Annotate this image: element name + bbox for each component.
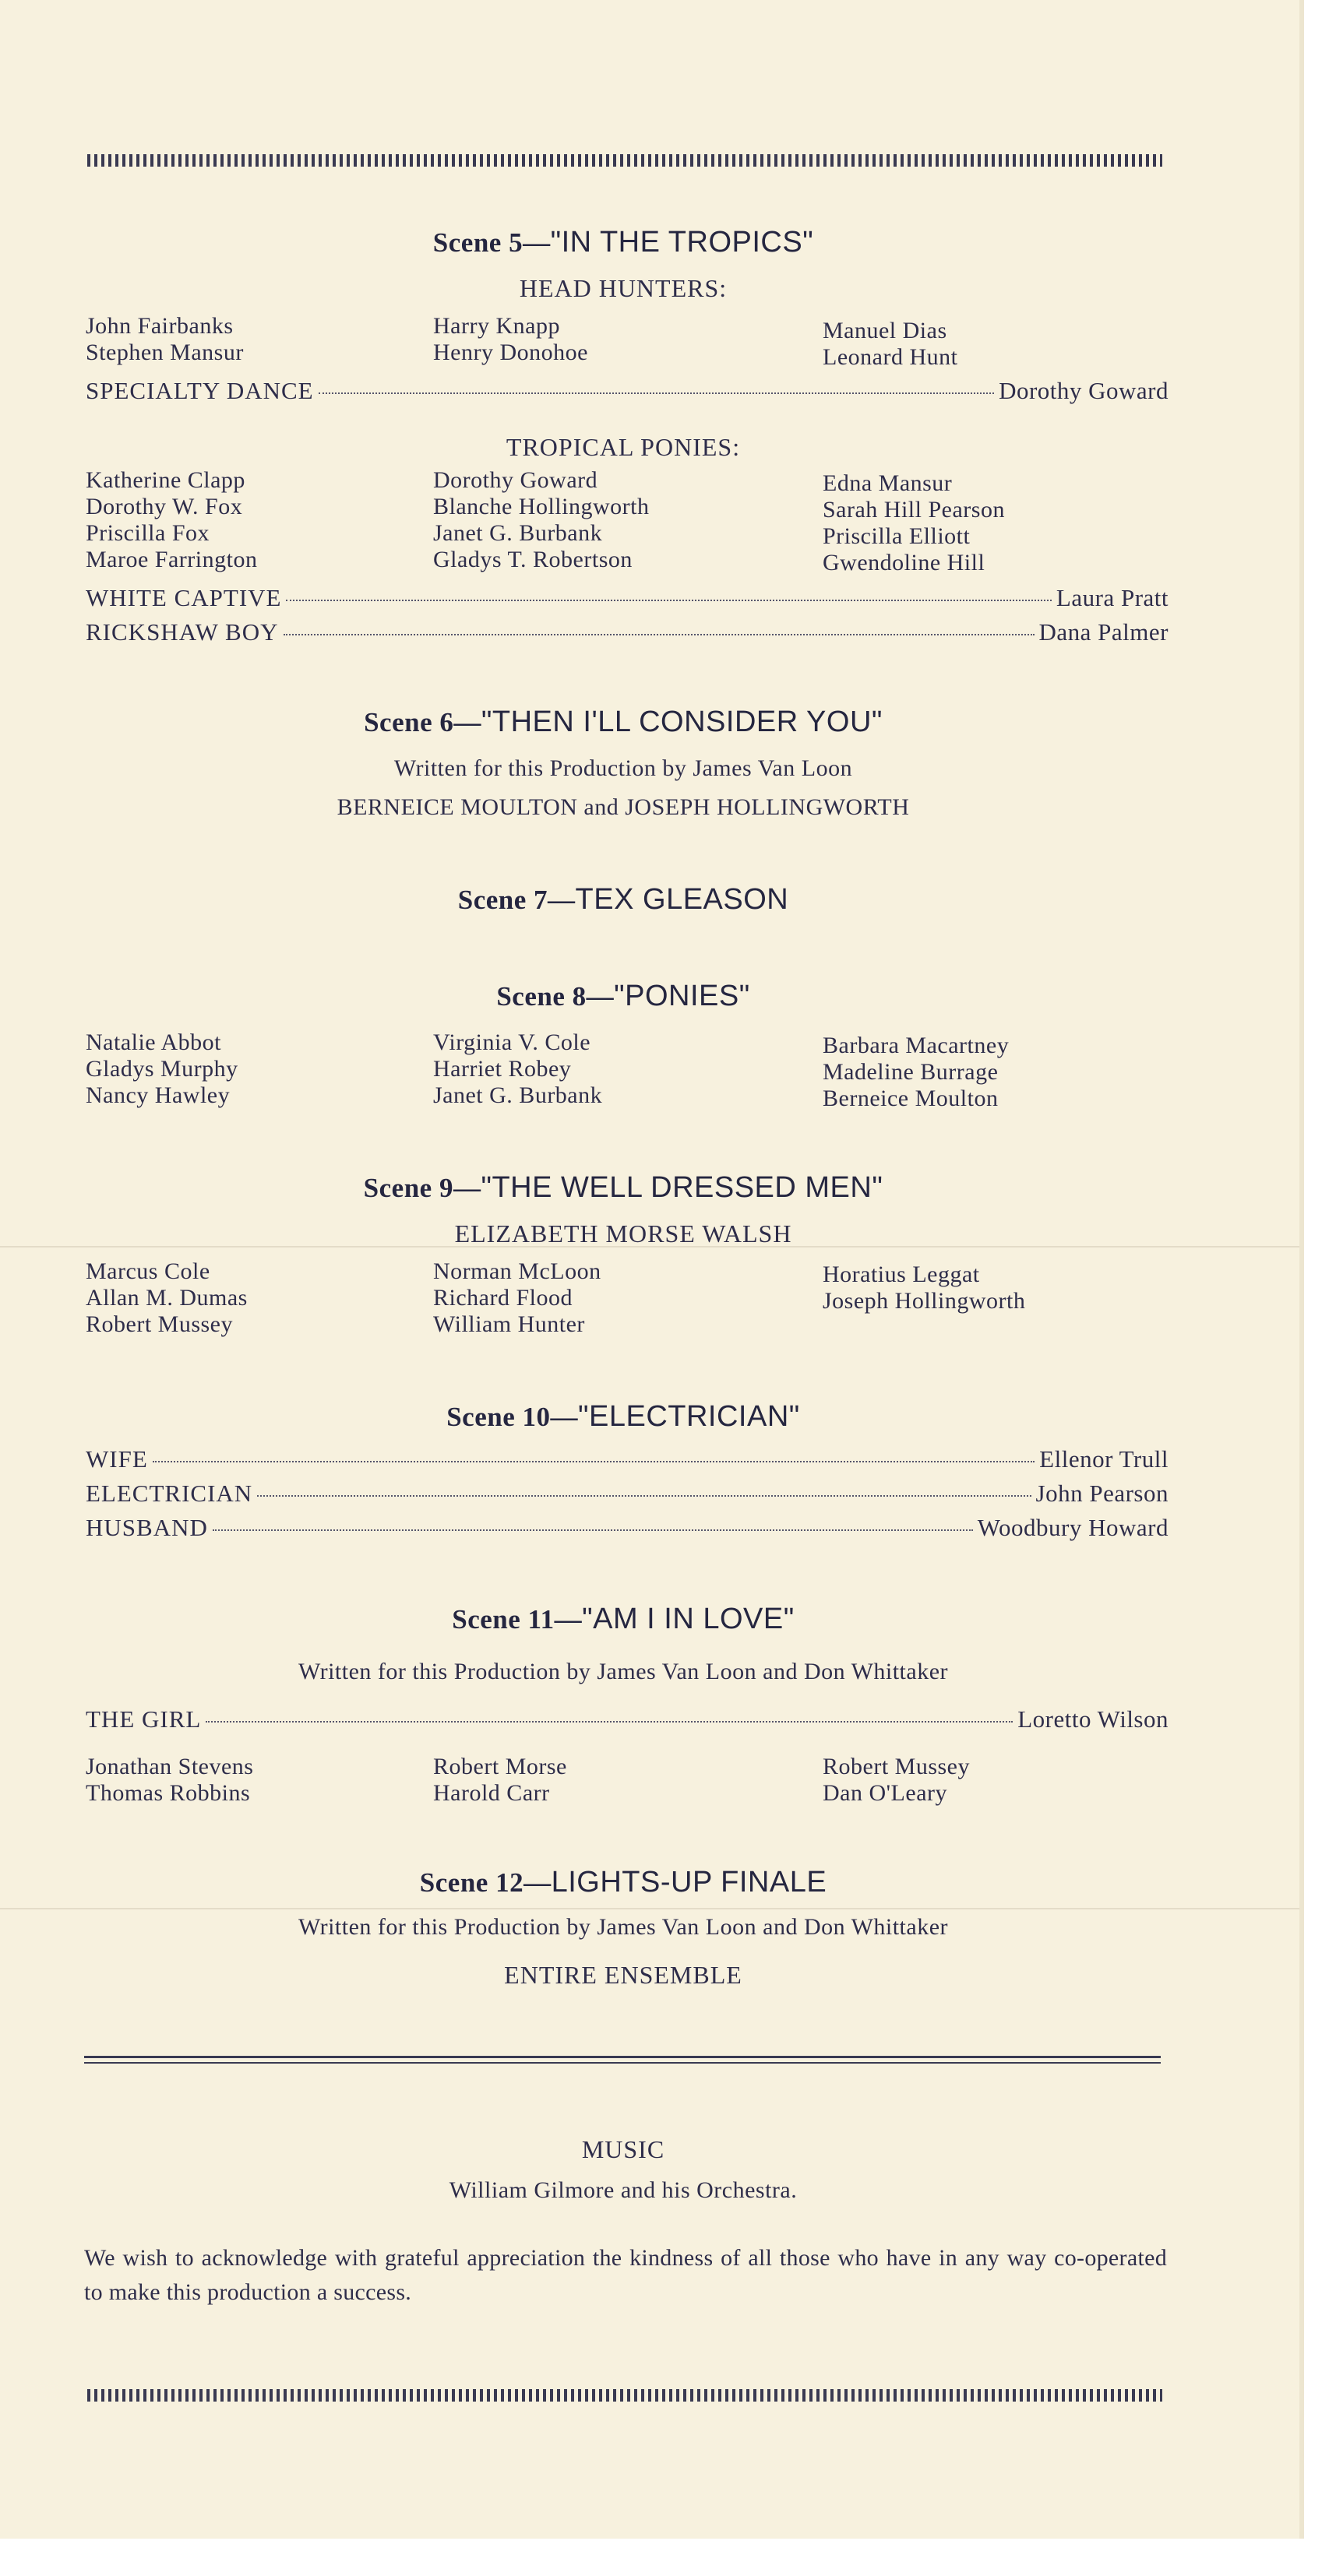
scene-8-col-1: Natalie Abbot Gladys Murphy Nancy Hawley [86,1029,238,1108]
scene-11-credit: Written for this Production by James Van Loon and Don Whittaker [298,1659,949,1684]
scene-9-col-1: Marcus Cole Allan M. Dumas Robert Mussey [86,1258,248,1337]
scene-8-col-3: Barbara Macartney Madeline Burrage Berneice Moulton [823,1033,1010,1111]
head-hunters-heading: HEAD HUNTERS: [519,274,728,302]
the-girl-line: THE GIRL Loretto Wilson [86,1705,1169,1733]
tropical-ponies-heading: TROPICAL PONIES: [506,433,741,461]
bottom-ornamental-border [87,2389,1162,2402]
head-hunters-col-1: John Fairbanks Stephen Mansur [86,313,244,365]
scene-9-col-3: Horatius Leggat Joseph Hollingworth [823,1262,1026,1314]
husband-line: HUSBAND Woodbury Howard [86,1514,1169,1541]
wife-line: WIFE Ellenor Trull [86,1445,1169,1473]
scene-6-performers: BERNEICE MOULTON and JOSEPH HOLLINGWORTH [337,794,910,820]
scene-7-title: Scene 7—TEX GLEASON [457,883,789,916]
scene-9-col-2: Norman McLoon Richard Flood William Hunter [433,1258,601,1337]
scene-11-col-3: Robert Mussey Dan O'Leary [823,1754,970,1806]
scene-10-title: Scene 10—"ELECTRICIAN" [446,1400,800,1433]
rickshaw-boy-line: RICKSHAW BOY Dana Palmer [86,618,1169,646]
music-credit: William Gilmore and his Orchestra. [449,2177,798,2203]
ponies-col-2: Dorothy Goward Blanche Hollingworth Janet G. Burbank Gladys T. Robertson [433,467,650,572]
scene-12-performers: ENTIRE ENSEMBLE [504,1961,742,1989]
scene-9-title: Scene 9—"THE WELL DRESSED MEN" [363,1171,883,1204]
electrician-line: ELECTRICIAN John Pearson [86,1480,1169,1507]
white-captive-line: WHITE CAPTIVE Laura Pratt [86,584,1169,611]
scene-6-credit: Written for this Production by James Van Loon [393,755,853,781]
scene-12-title: Scene 12—LIGHTS-UP FINALE [419,1866,827,1899]
scene-11-col-2: Robert Morse Harold Carr [433,1754,567,1806]
scene-6-title: Scene 6—"THEN I'LL CONSIDER YOU" [364,706,883,738]
music-heading: MUSIC [581,2135,665,2163]
scene-5-title: Scene 5—"IN THE TROPICS" [432,226,814,259]
scene-11-title: Scene 11—"AM I IN LOVE" [452,1603,795,1635]
specialty-dance-line: SPECIALTY DANCE Dorothy Goward [86,377,1169,404]
scene-9-lead: ELIZABETH MORSE WALSH [454,1219,792,1248]
acknowledgement-text: We wish to acknowledge with grateful appreciation the kindness of all those who have in any way co-operated to make this production a success. [84,2245,1167,2305]
head-hunters-col-3: Manuel Dias Leonard Hunt [823,318,958,370]
top-ornamental-border [87,154,1162,167]
ponies-col-3: Edna Mansur Sarah Hill Pearson Priscilla Elliott Gwendoline Hill [823,470,1005,575]
ponies-col-1: Katherine Clapp Dorothy W. Fox Priscilla Fox Maroe Farrington [86,467,258,572]
fold-crease [0,1908,1299,1909]
head-hunters-col-2: Harry Knapp Henry Donohoe [433,313,588,365]
scene-8-title: Scene 8—"PONIES" [496,980,750,1012]
scene-12-credit: Written for this Production by James Van Loon and Don Whittaker [298,1914,949,1940]
scene-11-col-1: Jonathan Stevens Thomas Robbins [86,1754,254,1806]
scene-8-col-2: Virginia V. Cole Harriet Robey Janet G. Burbank [433,1029,603,1108]
section-divider [84,2056,1161,2064]
